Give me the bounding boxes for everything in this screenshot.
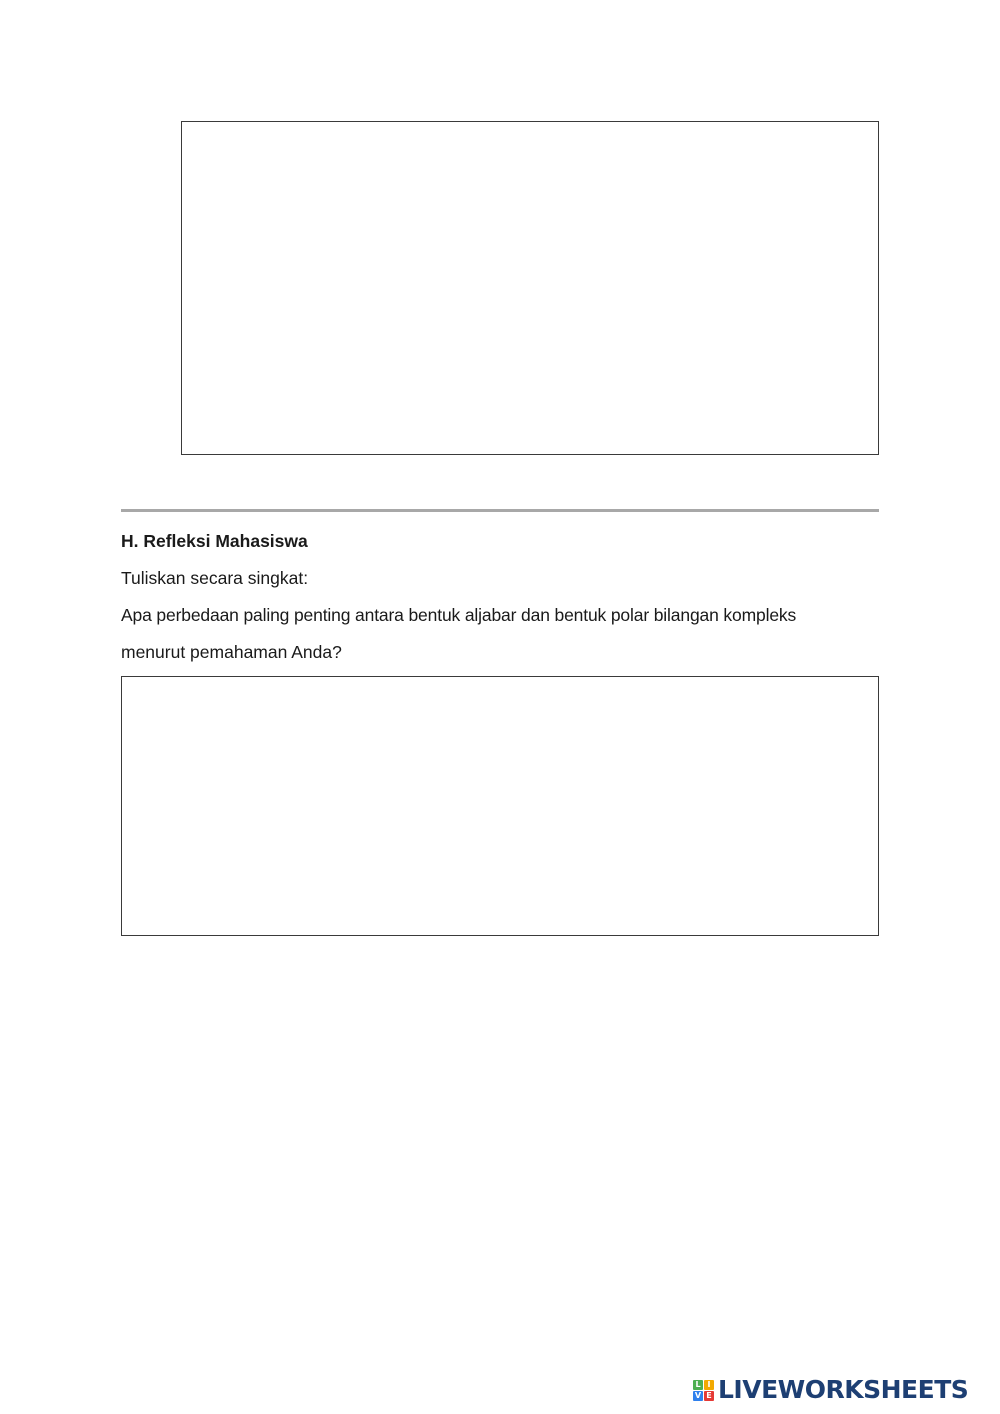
section-title: H. Refleksi Mahasiswa [121,531,308,551]
section-divider [121,509,879,512]
reflection-answer-box[interactable] [121,676,879,936]
instruction-text: Tuliskan secara singkat: [121,568,309,588]
answer-box-previous[interactable] [181,121,879,455]
logo-letter-i: I [704,1380,714,1390]
logo-letter-v: V [694,1390,702,1400]
logo-wordmark: LIVEWORKSHEETS [718,1375,969,1404]
logo-letter-e: E [704,1391,714,1401]
liveworksheets-logo [693,1374,968,1406]
question-text-line-2: menurut pemahaman Anda? [121,642,342,662]
logo-letter-l: L [693,1380,703,1390]
question-text-line-1: Apa perbedaan paling penting antara bentuk aljabar dan bentuk polar bilangan kompleks [121,605,797,625]
logo-icon [693,1380,714,1401]
